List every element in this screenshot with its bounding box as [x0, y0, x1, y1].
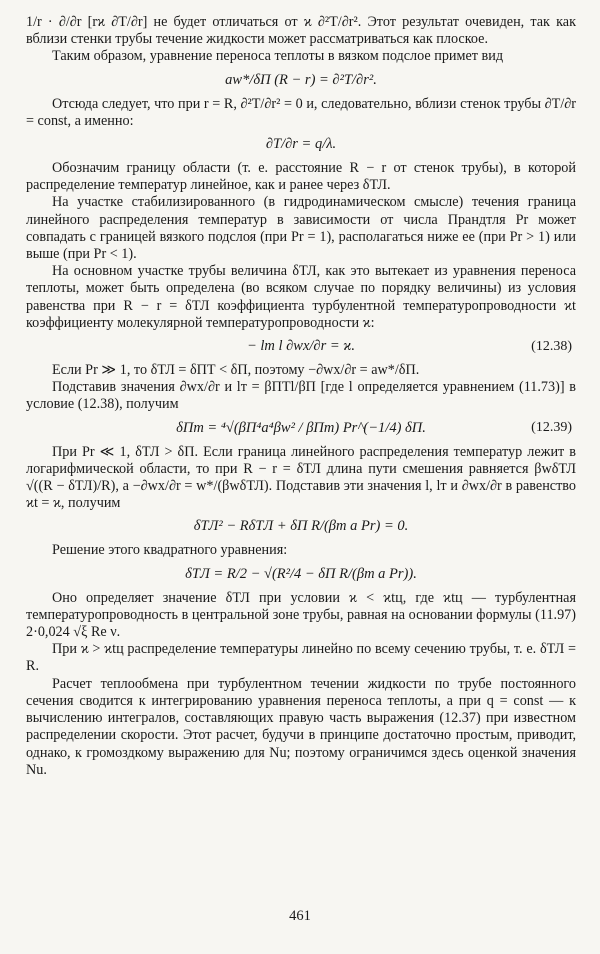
- paragraph-13: Расчет теплообмена при турбулентном течении жидкости по трубе постоянного сечения сводится к интегрированию уравнения переноса теплоты, а при q = const — к вычислению интегралов, составляющих правую часть выражения (12.37) при известном распределении скорости. Этот расчет, будучи в принципе достаточно простым, приводит, однако, к громоздкому выражению для Nu; поэтому ограничимся здесь оценкой значения Nu.: [26, 675, 576, 778]
- paragraph-10: Решение этого квадратного уравнения:: [52, 542, 288, 559]
- paragraph-6: На основном участке трубы величина δТЛ, как это вытекает из уравнения переноса теплоты, может быть определена (во всяком случае по порядку величины) из условия равенства при R − r = δТЛ коэффициента турбулентной температуропроводности ϰt коэффициенту молекулярной температуропроводности ϰ:: [26, 263, 576, 331]
- equation-5: [26, 518, 576, 535]
- paragraph-4: Обозначим границу области (т. е. расстояние R − r от стенок трубы), в которой распределение температур линейное, как и ранее через δТЛ.: [26, 160, 576, 194]
- equation-1: [26, 72, 576, 89]
- paragraph-1: 1/r · ∂/∂r [rϰ ∂T/∂r] не будет отличаться от ϰ ∂²T/∂r². Этот результат очевиден, так как вблизи стенки трубы течение жидкости может рассматриваться как плоское.: [26, 14, 576, 48]
- equation-1-body: aw*/δП (R − r) = ∂²T/∂r².: [225, 71, 377, 88]
- paragraph-3: Отсюда следует, что при r = R, ∂²T/∂r² = 0 и, следовательно, вблизи стенок трубы ∂T/∂r = const, а именно:: [26, 95, 576, 129]
- equation-3-body: − lт l ∂wx/∂r = ϰ.: [246, 338, 356, 355]
- equation-4-number: (12.39): [531, 420, 572, 436]
- paragraph-11: Оно определяет значение δТЛ при условии ϰ < ϰtц, где ϰtц — турбулентная температуропроводность в центральной зоне трубы, равная на основании формулы (11.97) 2·0,024 √ξ Re ν.: [26, 589, 576, 641]
- paragraph-12: При ϰ > ϰtц распределение температуры линейно по всему сечению трубы, т. е. δТЛ = R.: [26, 641, 576, 675]
- paragraph-5: На участке стабилизированного (в гидродинамическом смысле) течения граница линейного распределения температур в зависимости от числа Прандтля Pr может совпадать с границей вязкого подслоя (при Pr = 1), располагаться ниже ее (при Pr > 1) или выше (при Pr < 1).: [26, 194, 576, 263]
- equation-6: [26, 566, 576, 583]
- page-number: 461: [289, 908, 311, 924]
- equation-3-number: (12.38): [531, 338, 572, 354]
- paragraph-2: Таким образом, уравнение переноса теплоты в вязком подслое примет вид: [52, 48, 504, 65]
- equation-3: [26, 338, 576, 355]
- equation-4-body: δПт = ⁴√(βП⁴a⁴βw² / βПт) Pr^(−1/4) δП.: [176, 419, 426, 436]
- paragraph-9: При Pr ≪ 1, δТЛ > δП. Если граница линейного распределения температур лежит в логарифмической области, то при R − r = δТЛ длина пути смешения равняется βwδТЛ √((R − δТЛ)/R), а −∂wx/∂r = w*/(βwδТЛ). Подставив эти значения l, lт и ∂wx/∂r в равенство ϰt = ϰ, получим: [26, 443, 576, 512]
- equation-2-body: ∂T/∂r = q/λ.: [265, 136, 337, 153]
- equation-2: [26, 136, 576, 153]
- paragraph-8: Подставив значения ∂wx/∂r и lт = βПТl/βП [где l определяется уравнением (11.73)] в условие (12.38), получим: [26, 379, 576, 413]
- paragraph-7: Если Pr ≫ 1, то δТЛ = δПТ < δП, поэтому −∂wx/∂r = aw*/δП.: [52, 362, 420, 379]
- equation-6-body: δТЛ = R/2 − √(R²/4 − δП R/(βт a Pr)).: [185, 565, 417, 582]
- equation-5-body: δТЛ² − RδТЛ + δП R/(βт a Pr) = 0.: [193, 518, 409, 535]
- equation-4: [26, 420, 576, 437]
